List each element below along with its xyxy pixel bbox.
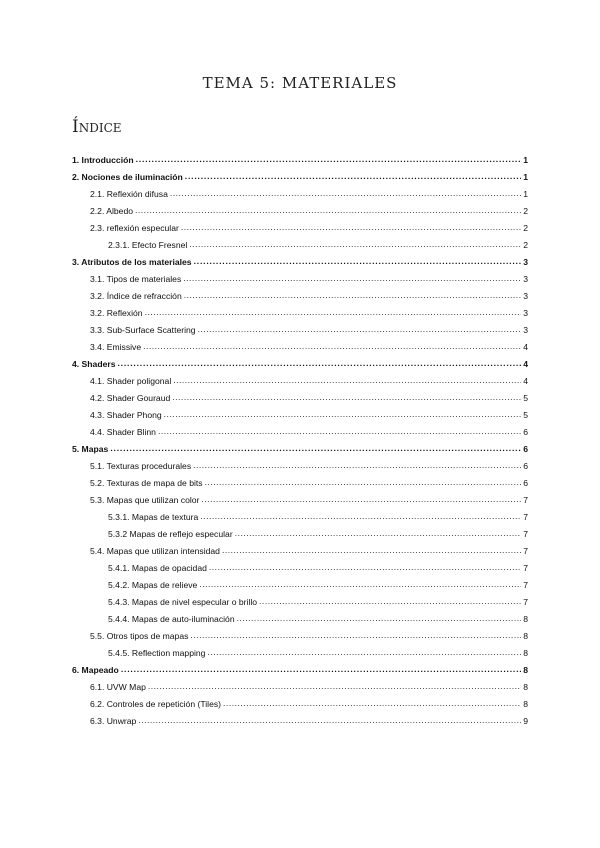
toc-dot-leader bbox=[145, 307, 522, 317]
toc-entry-page-number: 2 bbox=[523, 223, 528, 233]
toc-entry[interactable] bbox=[72, 478, 528, 495]
toc-entry-page-number: 5 bbox=[523, 410, 528, 420]
toc-entry-page-number: 7 bbox=[523, 546, 528, 556]
toc-entry-page-number: 8 bbox=[523, 699, 528, 709]
toc-entry[interactable] bbox=[72, 699, 528, 716]
toc-entry-label: 2.3.1. Efecto Fresnel bbox=[108, 240, 188, 250]
toc-entry-label: 4.1. Shader poligonal bbox=[90, 376, 172, 386]
toc-entry-label: 5.3. Mapas que utilizan color bbox=[90, 495, 200, 505]
toc-entry-label: 6.1. UVW Map bbox=[90, 682, 146, 692]
toc-entry-page-number: 8 bbox=[523, 614, 528, 624]
toc-dot-leader bbox=[189, 239, 521, 249]
toc-dot-leader bbox=[143, 341, 521, 351]
toc-entry-label: 5.4.3. Mapas de nivel especular o brillo bbox=[108, 597, 258, 607]
toc-entry-page-number: 6 bbox=[523, 461, 528, 471]
toc-entry-page-number: 6 bbox=[523, 427, 528, 437]
table-of-contents bbox=[72, 155, 528, 733]
toc-entry[interactable] bbox=[72, 495, 528, 512]
toc-dot-leader bbox=[164, 409, 522, 419]
toc-entry-label: 4.4. Shader Blinn bbox=[90, 427, 156, 437]
toc-dot-leader bbox=[200, 511, 521, 521]
toc-dot-leader bbox=[207, 647, 521, 657]
toc-entry-page-number: 7 bbox=[523, 512, 528, 522]
toc-dot-leader bbox=[181, 222, 521, 232]
toc-entry-page-number: 6 bbox=[523, 478, 528, 488]
toc-entry[interactable] bbox=[72, 342, 528, 359]
toc-dot-leader bbox=[135, 205, 521, 215]
toc-dot-leader bbox=[190, 630, 521, 640]
toc-entry-label: 5.1. Texturas procedurales bbox=[90, 461, 192, 471]
toc-entry-page-number: 3 bbox=[523, 325, 528, 335]
toc-entry-page-number: 3 bbox=[523, 291, 528, 301]
toc-entry-page-number: 7 bbox=[523, 597, 528, 607]
toc-entry-page-number: 8 bbox=[523, 648, 528, 658]
toc-dot-leader bbox=[183, 273, 521, 283]
toc-entry[interactable] bbox=[72, 546, 528, 563]
toc-entry-label: 5.4.4. Mapas de auto-iluminación bbox=[108, 614, 235, 624]
toc-dot-leader bbox=[205, 477, 522, 487]
toc-entry[interactable] bbox=[72, 376, 528, 393]
toc-entry[interactable] bbox=[72, 223, 528, 240]
toc-dot-leader bbox=[110, 443, 521, 453]
toc-entry-label: 3.2. Índice de refracción bbox=[90, 291, 182, 301]
toc-entry-page-number: 7 bbox=[523, 529, 528, 539]
toc-entry-label: 6.2. Controles de repetición (Tiles) bbox=[90, 699, 222, 709]
toc-dot-leader bbox=[158, 426, 521, 436]
toc-dot-leader bbox=[209, 562, 521, 572]
toc-entry[interactable] bbox=[72, 240, 528, 257]
toc-entry-label: 4.3. Shader Phong bbox=[90, 410, 162, 420]
toc-dot-leader bbox=[136, 154, 522, 164]
document-title: TEMA 5: MATERIALES bbox=[202, 74, 398, 92]
toc-entry-page-number: 4 bbox=[523, 359, 528, 369]
toc-entry[interactable] bbox=[72, 410, 528, 427]
toc-dot-leader bbox=[173, 375, 521, 385]
toc-entry-page-number: 4 bbox=[523, 342, 528, 352]
toc-entry-label: 5. Mapas bbox=[72, 444, 109, 454]
toc-entry-label: 3.3. Sub-Surface Scattering bbox=[90, 325, 196, 335]
toc-dot-leader bbox=[222, 545, 521, 555]
toc-entry[interactable] bbox=[72, 614, 528, 631]
toc-entry-label: 3.4. Emissive bbox=[90, 342, 142, 352]
toc-entry[interactable] bbox=[72, 274, 528, 291]
toc-entry-label: 5.5. Otros tipos de mapas bbox=[90, 631, 189, 641]
toc-entry-label: 5.4.5. Reflection mapping bbox=[108, 648, 206, 658]
toc-entry-page-number: 3 bbox=[523, 257, 528, 267]
toc-entry-page-number: 1 bbox=[523, 189, 528, 199]
toc-entry-page-number: 2 bbox=[523, 206, 528, 216]
toc-entry[interactable] bbox=[72, 512, 528, 529]
toc-entry[interactable] bbox=[72, 325, 528, 342]
toc-dot-leader bbox=[193, 460, 521, 470]
toc-dot-leader bbox=[237, 613, 522, 623]
toc-dot-leader bbox=[184, 290, 521, 300]
toc-entry-label: 2. Nociones de iluminación bbox=[72, 172, 183, 182]
toc-entry[interactable] bbox=[72, 257, 528, 274]
toc-entry-label: 5.2. Texturas de mapa de bits bbox=[90, 478, 203, 488]
toc-entry[interactable] bbox=[72, 665, 528, 682]
toc-entry-page-number: 7 bbox=[523, 580, 528, 590]
toc-entry-label: 6. Mapeado bbox=[72, 665, 119, 675]
toc-entry-label: 1. Introducción bbox=[72, 155, 134, 165]
toc-dot-leader bbox=[148, 681, 521, 691]
toc-entry-label: 4.2. Shader Gouraud bbox=[90, 393, 171, 403]
toc-entry[interactable] bbox=[72, 155, 528, 172]
toc-entry-page-number: 6 bbox=[523, 444, 528, 454]
toc-entry-label: 4. Shaders bbox=[72, 359, 116, 369]
toc-entry[interactable] bbox=[72, 427, 528, 444]
toc-entry-label: 3.1. Tipos de materiales bbox=[90, 274, 182, 284]
toc-dot-leader bbox=[172, 392, 521, 402]
toc-entry[interactable] bbox=[72, 716, 528, 733]
toc-entry-label: 6.3. Unwrap bbox=[90, 716, 137, 726]
toc-entry-page-number: 7 bbox=[523, 563, 528, 573]
toc-entry[interactable] bbox=[72, 563, 528, 580]
toc-entry[interactable] bbox=[72, 597, 528, 614]
toc-entry-label: 2.1. Reflexión difusa bbox=[90, 189, 168, 199]
toc-entry[interactable] bbox=[72, 393, 528, 410]
toc-entry[interactable] bbox=[72, 359, 528, 376]
toc-dot-leader bbox=[121, 664, 521, 674]
toc-dot-leader bbox=[138, 715, 521, 725]
toc-entry[interactable] bbox=[72, 291, 528, 308]
toc-entry-label: 5.3.1. Mapas de textura bbox=[108, 512, 199, 522]
toc-dot-leader bbox=[185, 171, 521, 181]
toc-entry[interactable] bbox=[72, 172, 528, 189]
toc-entry-label: 3.2. Reflexión bbox=[90, 308, 143, 318]
toc-entry-page-number: 8 bbox=[523, 665, 528, 675]
toc-dot-leader bbox=[259, 596, 521, 606]
toc-entry[interactable] bbox=[72, 631, 528, 648]
toc-entry[interactable] bbox=[72, 682, 528, 699]
toc-entry-page-number: 7 bbox=[523, 495, 528, 505]
toc-entry-label: 5.3.2 Mapas de reflejo especular bbox=[108, 529, 233, 539]
toc-dot-leader bbox=[198, 324, 522, 334]
toc-entry-label: 5.4. Mapas que utilizan intensidad bbox=[90, 546, 220, 556]
toc-entry-label: 2.2. Albedo bbox=[90, 206, 134, 216]
toc-dot-leader bbox=[235, 528, 522, 538]
toc-entry-label: 3. Atributos de los materiales bbox=[72, 257, 192, 267]
toc-entry-page-number: 5 bbox=[523, 393, 528, 403]
toc-entry-page-number: 2 bbox=[523, 240, 528, 250]
toc-dot-leader bbox=[117, 358, 521, 368]
toc-entry[interactable] bbox=[72, 444, 528, 461]
toc-entry-label: 5.4.1. Mapas de opacidad bbox=[108, 563, 207, 573]
toc-dot-leader bbox=[201, 494, 521, 504]
toc-entry-label: 5.4.2. Mapas de relieve bbox=[108, 580, 198, 590]
toc-entry-page-number: 3 bbox=[523, 308, 528, 318]
toc-entry-label: 2.3. reflexión especular bbox=[90, 223, 179, 233]
toc-entry[interactable] bbox=[72, 189, 528, 206]
toc-dot-leader bbox=[170, 188, 521, 198]
toc-entry[interactable] bbox=[72, 529, 528, 546]
toc-dot-leader bbox=[194, 256, 522, 266]
toc-entry-page-number: 9 bbox=[523, 716, 528, 726]
toc-entry-page-number: 4 bbox=[523, 376, 528, 386]
toc-dot-leader bbox=[223, 698, 521, 708]
toc-dot-leader bbox=[199, 579, 521, 589]
toc-entry-page-number: 1 bbox=[523, 172, 528, 182]
toc-entry[interactable] bbox=[72, 308, 528, 325]
toc-entry-page-number: 3 bbox=[523, 274, 528, 284]
toc-entry[interactable] bbox=[72, 648, 528, 665]
toc-entry-page-number: 8 bbox=[523, 682, 528, 692]
toc-entry[interactable] bbox=[72, 461, 528, 478]
toc-entry-page-number: 8 bbox=[523, 631, 528, 641]
toc-entry[interactable] bbox=[72, 206, 528, 223]
toc-entry-page-number: 1 bbox=[523, 155, 528, 165]
index-heading: Índice bbox=[72, 117, 122, 137]
toc-entry[interactable] bbox=[72, 580, 528, 597]
